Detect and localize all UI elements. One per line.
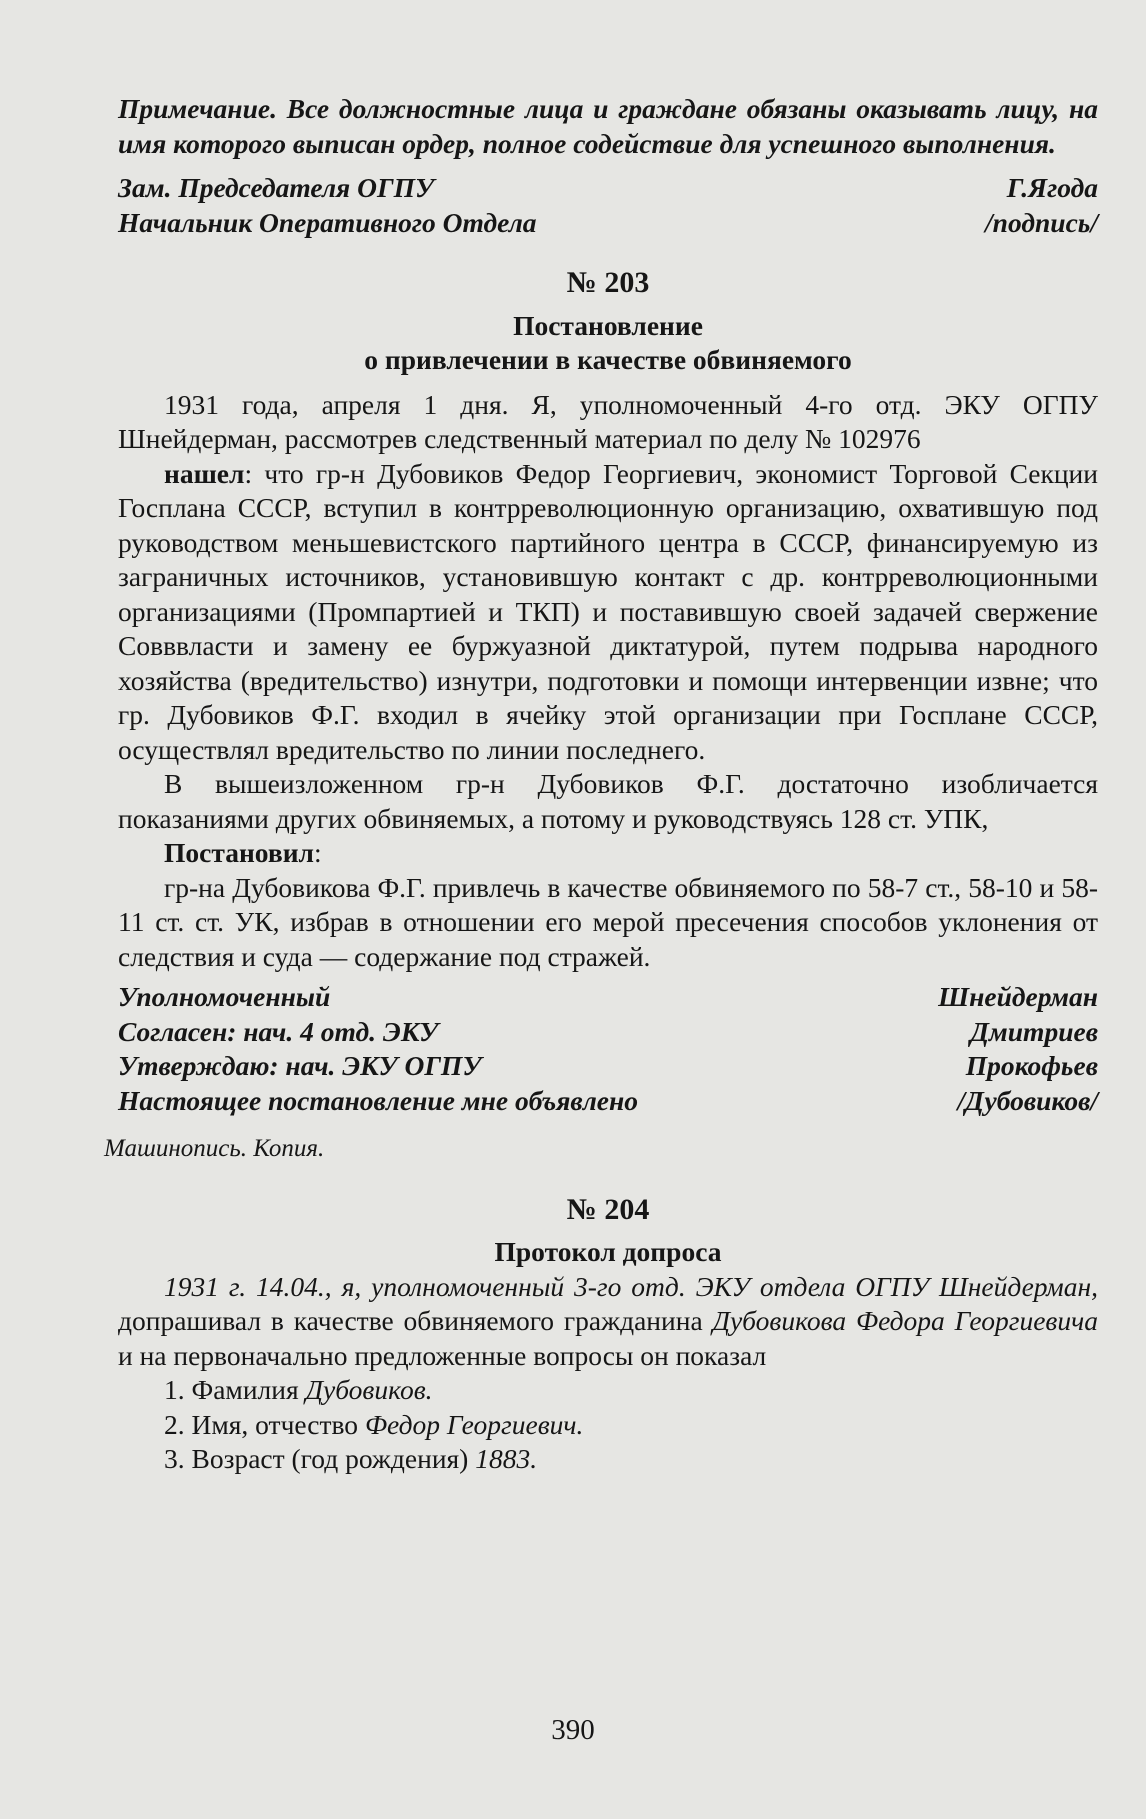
intro-defendant: Дубовикова Федора Георгиевича (712, 1305, 1098, 1336)
signature-name: Шнейдерман (938, 981, 1098, 1012)
document-title: Протокол допроса (494, 1236, 722, 1267)
list-item (118, 1408, 1098, 1443)
intro-date-officer: 1931 г. 14.04., я, уполномоченный 3-го отд. ЭКУ отдела ОГПУ Шнейдерман, (164, 1270, 1098, 1302)
signature-title: Утверждаю: нач. ЭКУ ОГПУ (118, 1050, 482, 1081)
note-text: Все должностные лица и граждане обязаны оказывать лицу, на имя которого выписан ордер, полное содействие для успешного выполнения. (118, 93, 1098, 159)
page-number: 390 (551, 1714, 595, 1746)
item-label: 2. Имя, отчество (164, 1408, 365, 1440)
signature-row (118, 171, 1098, 206)
item-value: Дубовиков. (305, 1374, 433, 1405)
signature-title: Настоящее постановление мне объявлено (118, 1084, 639, 1116)
list-item (118, 1373, 1098, 1408)
paragraph-protocol-intro (118, 1270, 1098, 1374)
resolution-heading (118, 836, 1098, 871)
signature-row (118, 1084, 1098, 1119)
paragraph-evidence: В вышеизложенном гр-н Дубовиков Ф.Г. достаточно изобличается показаниями других обвиняемых, а потому и руководствуясь 128 ст. УПК, (118, 768, 1098, 834)
signature-title: Начальник Оперативного Отдела (118, 206, 537, 238)
paragraph-decision: гр-на Дубовикова Ф.Г. привлечь в качестве обвиняемого по 58-7 ст., 58-10 и 58-11 ст. ст. УК, избрав в отношении его мерой пресечения способов уклонения от следствия и суда — содержание под стражей. (118, 871, 1098, 972)
item-value: Федор Георгиевич. (364, 1408, 584, 1440)
item-value: 1883. (475, 1443, 538, 1474)
page-content (104, 92, 1098, 1477)
item-label: 1. Фамилия (164, 1374, 306, 1405)
order-note (118, 92, 1098, 161)
signature-row (118, 1015, 1098, 1050)
note-label: Примечание. (118, 93, 277, 124)
source-note: Машинопись. Копия. (104, 1135, 325, 1162)
document-number-204: № 204 (566, 1192, 650, 1226)
signature-title: Уполномоченный (118, 981, 331, 1012)
item-label: 3. Возраст (год рождения) (164, 1443, 476, 1474)
list-item (118, 1442, 1098, 1477)
signature-title: Зам. Председателя ОГПУ (118, 172, 435, 203)
signature-title: Согласен: нач. 4 отд. ЭКУ (118, 1015, 439, 1047)
signature-row (118, 980, 1098, 1015)
resolution-heading-colon: : (313, 837, 322, 868)
signature-name: /Дубовиков/ (957, 1084, 1098, 1116)
paragraph-found (118, 457, 1098, 768)
found-keyword: нашел (164, 457, 245, 489)
found-text: : что гр-н Дубовиков Федор Георгиевич, экономист Торговой Секции Госплана СССР, вступил в контрреволюционную организацию, охватившую под руководством меньшевистского партийного центра в СССР, финансируемую из заграничных источников, установившую контакт с др. контрреволюционными организациями (Промпартией и ТКП) и поставившую своей задачей свержение Совввласти и замену ее буржуазной диктатурой, путем подрыва народного хозяйства (вредительство) изнутри, подготовки и помощи интервенции извне; что гр. Дубовиков Ф.Г. входил в ячейку этой организации при Госплане СССР, осуществлял вредительство по линии последнего. (118, 457, 1098, 765)
paragraph-intro: 1931 года, апреля 1 дня. Я, уполномоченный 4-го отд. ЭКУ ОГПУ Шнейдерман, рассмотрев следственный материал по делу № 102976 (118, 388, 1098, 454)
signature-row (118, 1049, 1098, 1084)
signature-name: Прокофьев (965, 1050, 1098, 1081)
resolution-heading-text: Постановил (164, 837, 314, 868)
document-title-line1: Постановление (513, 309, 703, 341)
intro-text-end: и на первоначально предложенные вопросы он показал (118, 1339, 767, 1371)
signature-name: Дмитриев (970, 1015, 1098, 1047)
document-number-203: № 203 (566, 266, 650, 299)
signature-name: /подпись/ (985, 206, 1098, 238)
document-title-line2: о привлечении в качестве обвиняемого (364, 344, 852, 375)
intro-text: допрашивал в качестве обвиняемого гражданина (118, 1305, 713, 1336)
signature-row (118, 206, 1098, 241)
signature-name: Г.Ягода (1006, 172, 1098, 203)
